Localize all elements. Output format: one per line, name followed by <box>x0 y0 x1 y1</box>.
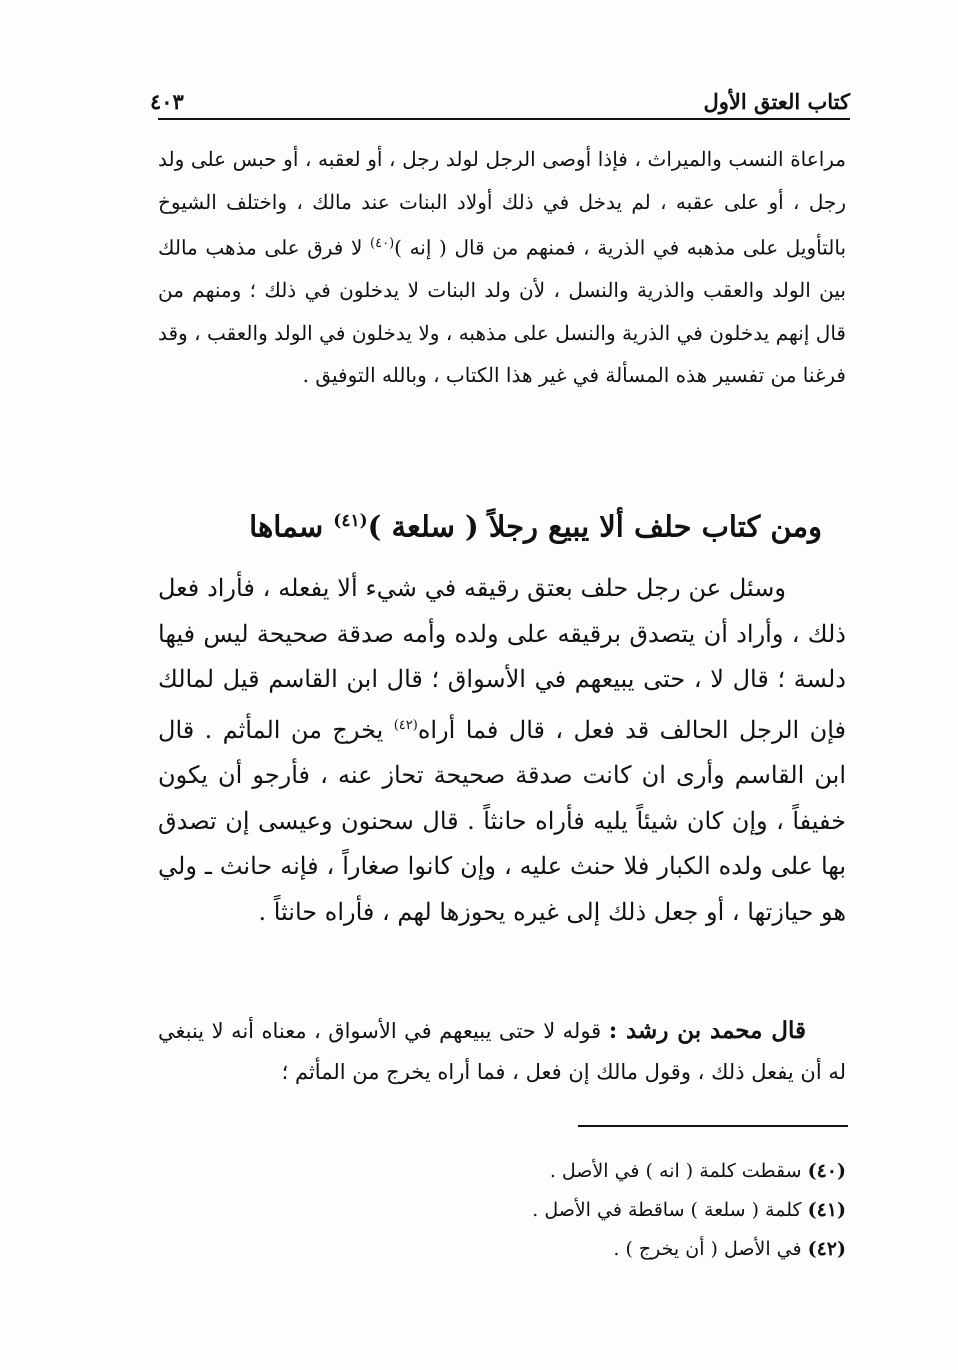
footnote-ref-42: (٤٢) <box>393 717 418 733</box>
footnote-number: (٤١) <box>807 1199 846 1221</box>
footnotes <box>158 1152 846 1269</box>
footnote-divider <box>578 1125 848 1127</box>
paragraph-text: قوله لا حتى يبيعهم في الأسواق ، معناه أنه لا ينبغي له أن يفعل ذلك ، وقول مالك إن فعل ، فما أراه يخرج من المأثم ؛ <box>158 1019 846 1084</box>
section-heading <box>142 496 822 552</box>
footnote-text: سقطت كلمة ( انه ) في الأصل . <box>549 1160 802 1182</box>
paragraph-commentary <box>158 1010 846 1093</box>
footnote <box>158 1230 846 1269</box>
paragraph-text: مراعاة النسب والميراث ، فإذا أوصى الرجل لولد رجل ، أو لعقبه ، أو حبس على ولد رجل ، أو على عقبه ، لم يدخل في ذلك أولاد البنات عند مالك ، واختلف الشيوخ بالتأويل على مذهبه في الذرية ، فمنهم من قال ( إنه ) <box>158 147 847 260</box>
footnote-number: (٤٠) <box>807 1160 846 1182</box>
commentator-label: قال محمد بن رشد : <box>608 1017 806 1044</box>
paragraph-text: لا فرق على مذهب مالك بين الولد والعقب والذرية والنسل ، لأن ولد البنات لا يدخلون في ذلك ؛ ومنهم من قال إنهم يدخلون في الذرية والنسل على مذهبه ، ولا يدخلون في الولد والعقب ، وقد فرغنا من تفسير هذه المسألة في غير هذا الكتاب ، وبالله التوفيق . <box>158 235 846 388</box>
page-number: ٤٠٣ <box>150 89 184 114</box>
paragraph-text: وسئل عن رجل حلف بعتق رقيقه في شيء ألا يفعله ، فأراد فعل ذلك ، وأراد أن يتصدق برقيقه على ولده وأمه صدقة صحيحة ليس فيها دلسة ؛ قال لا ، حتى يبيعهم في الأسواق ؛ قال ابن القاسم قيل لمالك فإن الرجل الحالف قد فعل ، قال فما أراه <box>158 574 846 744</box>
footnote-number: (٤٢) <box>807 1238 846 1260</box>
footnote <box>158 1191 846 1230</box>
heading-text: سماها <box>249 509 334 544</box>
header-divider <box>158 118 850 120</box>
paragraph-question <box>158 566 846 935</box>
heading-text: ومن كتاب حلف ألا يبيع رجلاً ( سلعة ) <box>367 509 822 544</box>
footnote-text: في الأصل ( أن يخرج ) . <box>613 1238 802 1260</box>
running-title: كتاب العتق الأول <box>703 89 850 114</box>
footnote <box>158 1152 846 1191</box>
page-header <box>150 78 850 114</box>
paragraph-opening <box>158 138 846 397</box>
paragraph-text: يخرج من المأثم . قال ابن القاسم وأرى ان كانت صدقة صحيحة تحاز عنه ، فأرجو أن يكون خفيفاً ، وإن كان شيئاً يليه فأراه حانثاً . قال سحنون وعيسى إن تصدق بها على ولده الكبار فلا حنث عليه ، وإن كانوا صغاراً ، فإنه حانث ـ ولي هو حيازتها ، أو جعل ذلك إلى غيره يحوزها لهم ، فأراه حانثاً . <box>158 715 846 926</box>
footnote-ref-41: (٤١) <box>333 511 368 531</box>
footnote-text: كلمة ( سلعة ) ساقطة في الأصل . <box>532 1199 802 1221</box>
footnote-ref-40: (٤٠) <box>370 236 395 251</box>
